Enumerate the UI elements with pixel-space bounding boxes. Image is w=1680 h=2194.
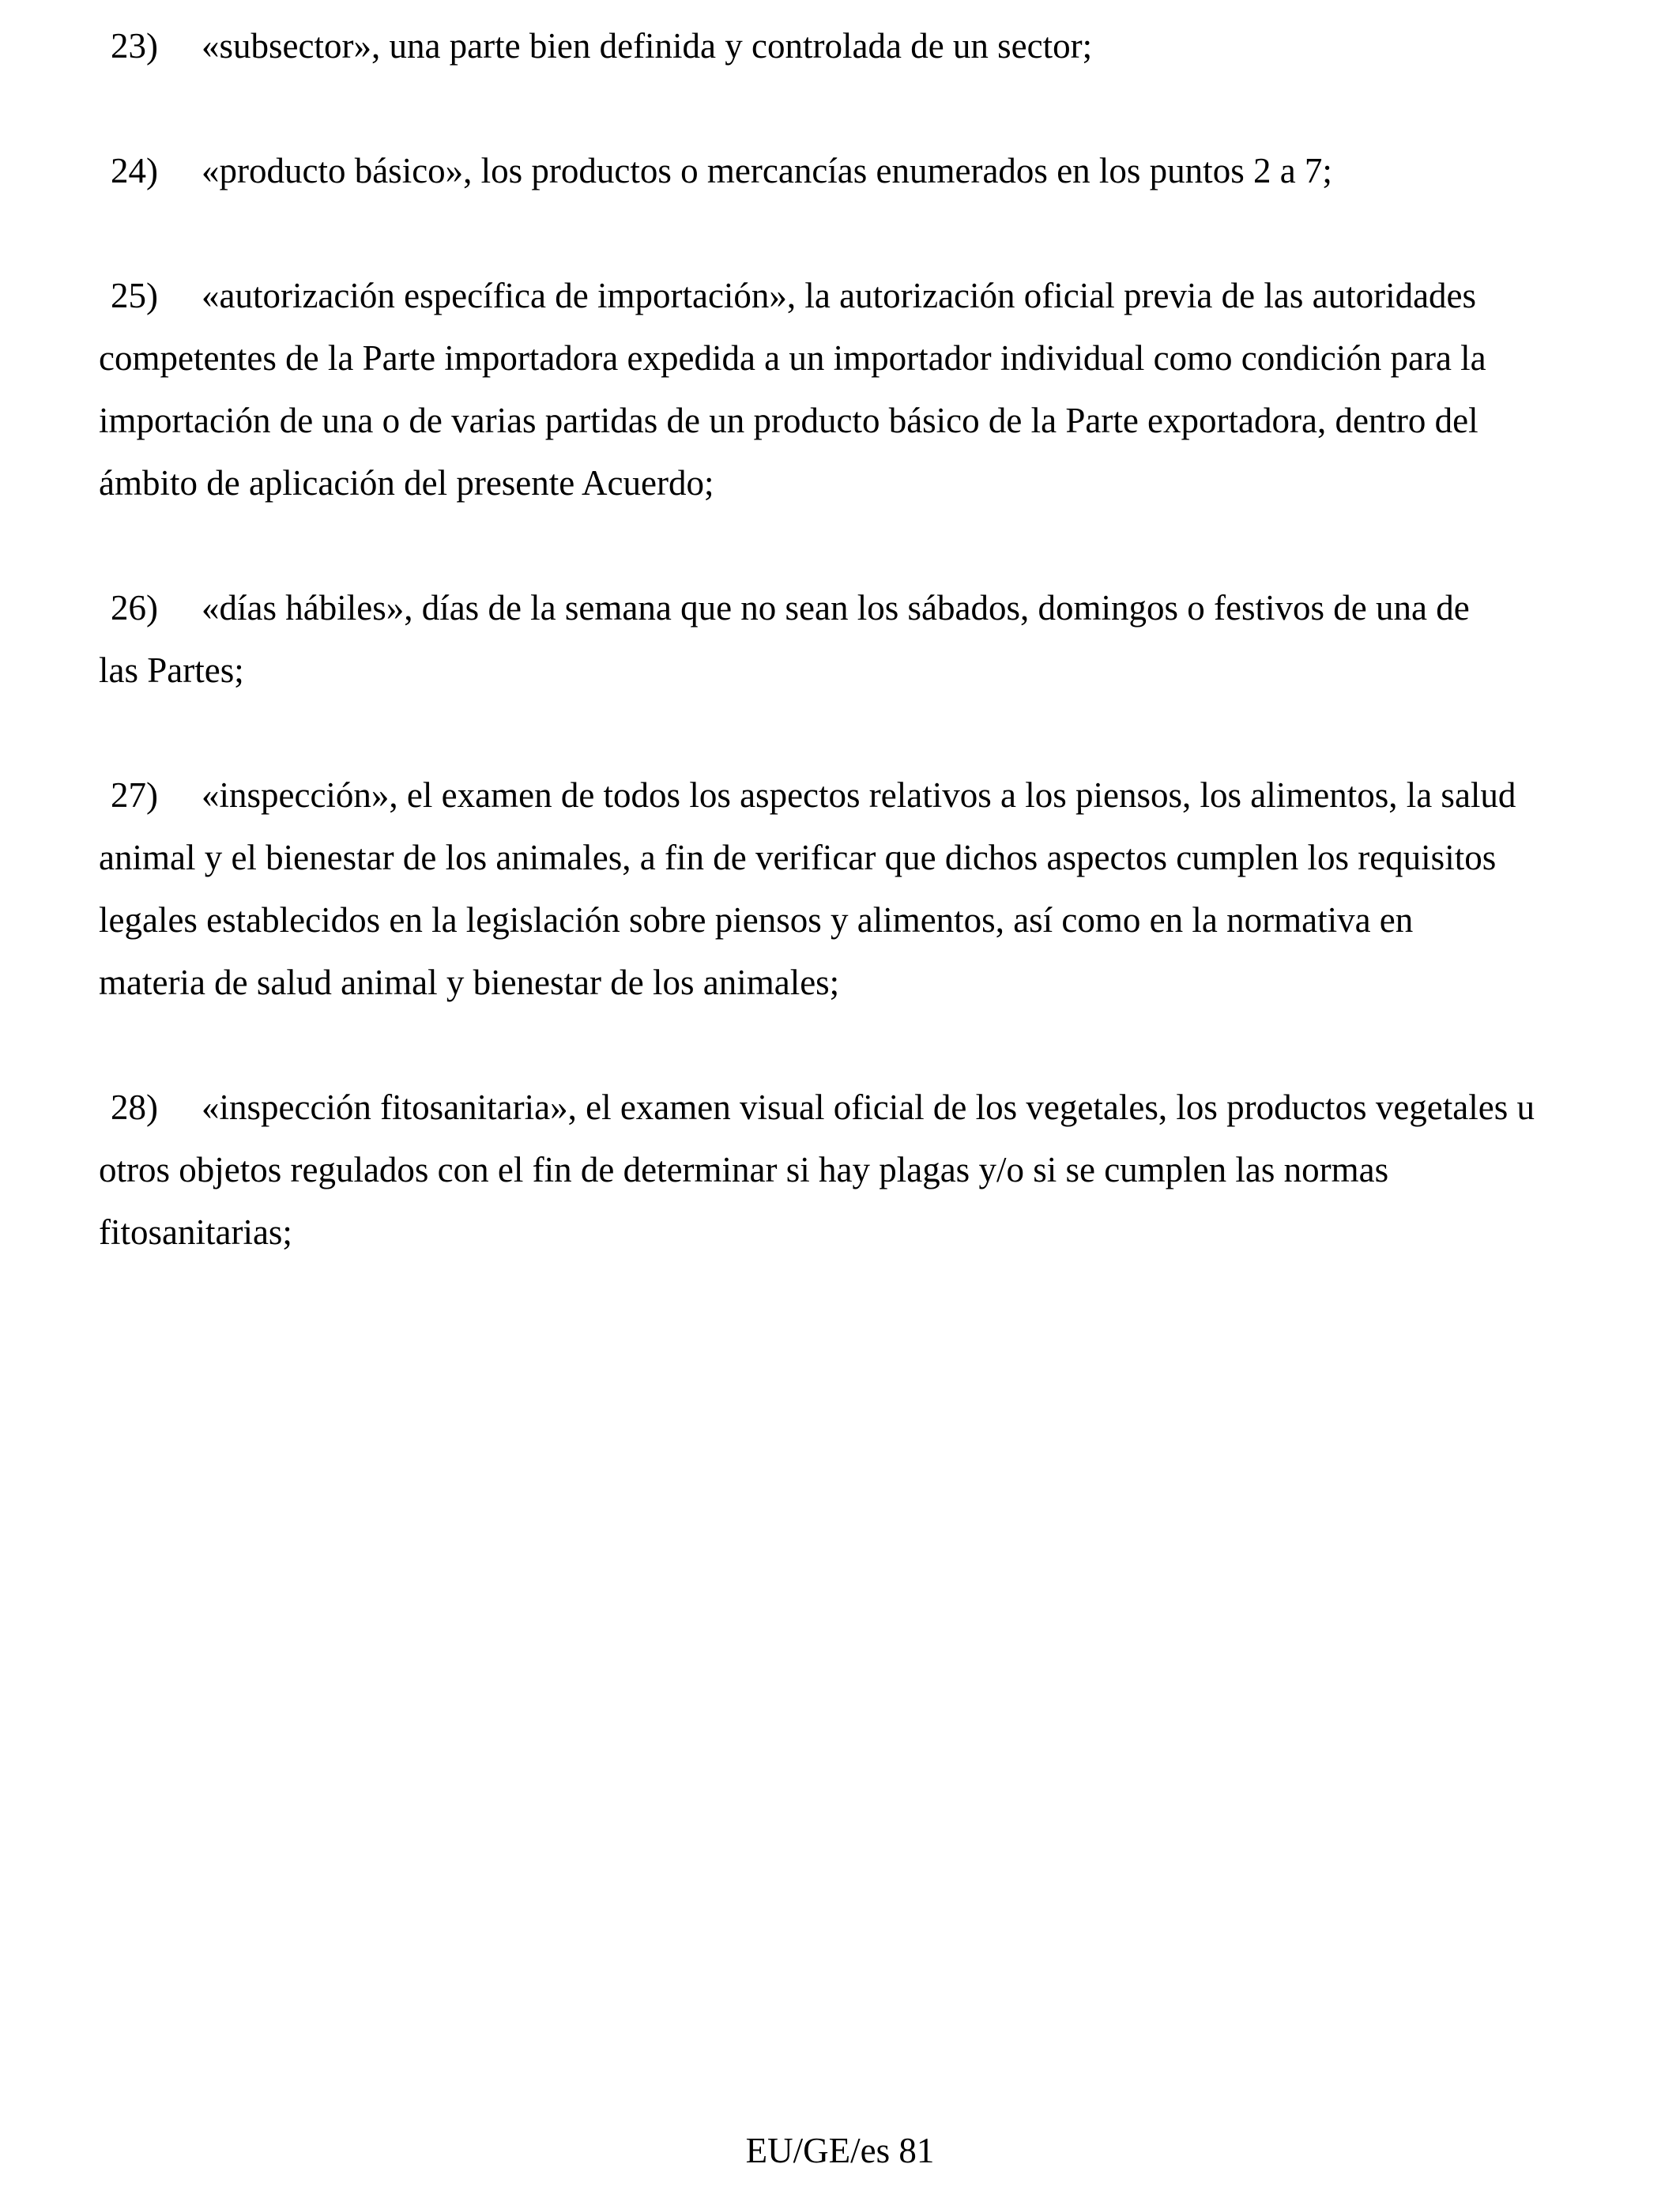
page-footer: EU/GE/es 81 bbox=[745, 2131, 935, 2170]
text-line bbox=[99, 1076, 1680, 1139]
line-text: otros objetos regulados con el fin de determinar si hay plagas y/o si se cumplen las normas bbox=[99, 1150, 1389, 1189]
text-line bbox=[99, 952, 1680, 1014]
line-text: «días hábiles», días de la semana que no sean los sábados, domingos o festivos de una de bbox=[202, 588, 1470, 628]
item-number: 24) bbox=[111, 151, 158, 190]
definitions-list bbox=[99, 15, 1680, 1326]
text-line bbox=[99, 390, 1680, 452]
item-number: 25) bbox=[111, 276, 158, 315]
line-text: importación de una o de varias partidas de un producto básico de la Parte exportadora, dentro del bbox=[99, 401, 1478, 440]
text-line bbox=[99, 1139, 1680, 1201]
line-text: «inspección», el examen de todos los aspectos relativos a los piensos, los alimentos, la salud bbox=[202, 775, 1516, 815]
line-text: «inspección fitosanitaria», el examen visual oficial de los vegetales, los productos vegetales u bbox=[202, 1088, 1535, 1127]
text-line bbox=[99, 327, 1680, 390]
text-line bbox=[99, 1201, 1680, 1264]
line-text: legales establecidos en la legislación sobre piensos y alimentos, así como en la normativa en bbox=[99, 900, 1414, 940]
text-line bbox=[99, 15, 1680, 77]
line-text: competentes de la Parte importadora expedida a un importador individual como condición para la bbox=[99, 338, 1486, 378]
text-line bbox=[99, 577, 1680, 639]
item-number: 26) bbox=[111, 588, 158, 628]
text-line bbox=[99, 764, 1680, 827]
line-text: ámbito de aplicación del presente Acuerdo; bbox=[99, 463, 714, 503]
text-line bbox=[99, 827, 1680, 889]
definition-item bbox=[99, 140, 1680, 202]
line-text: «autorización específica de importación», la autorización oficial previa de las autoridades bbox=[202, 276, 1477, 315]
definition-item bbox=[99, 265, 1680, 515]
line-text: animal y el bienestar de los animales, a fin de verificar que dichos aspectos cumplen los requisitos bbox=[99, 838, 1497, 877]
definition-item bbox=[99, 764, 1680, 1014]
definition-item bbox=[99, 1076, 1680, 1264]
definition-item bbox=[99, 577, 1680, 702]
item-number: 27) bbox=[111, 775, 158, 815]
line-text: materia de salud animal y bienestar de los animales; bbox=[99, 963, 840, 1002]
item-number: 23) bbox=[111, 26, 158, 66]
line-text: las Partes; bbox=[99, 650, 244, 690]
text-line bbox=[99, 140, 1680, 202]
line-text: «producto básico», los productos o mercancías enumerados en los puntos 2 a 7; bbox=[202, 151, 1332, 190]
text-line bbox=[99, 639, 1680, 702]
text-line bbox=[99, 265, 1680, 327]
text-line bbox=[99, 452, 1680, 515]
definition-item bbox=[99, 15, 1680, 77]
line-text: fitosanitarias; bbox=[99, 1212, 292, 1252]
text-line bbox=[99, 889, 1680, 952]
line-text: «subsector», una parte bien definida y controlada de un sector; bbox=[202, 26, 1093, 66]
item-number: 28) bbox=[111, 1088, 158, 1127]
